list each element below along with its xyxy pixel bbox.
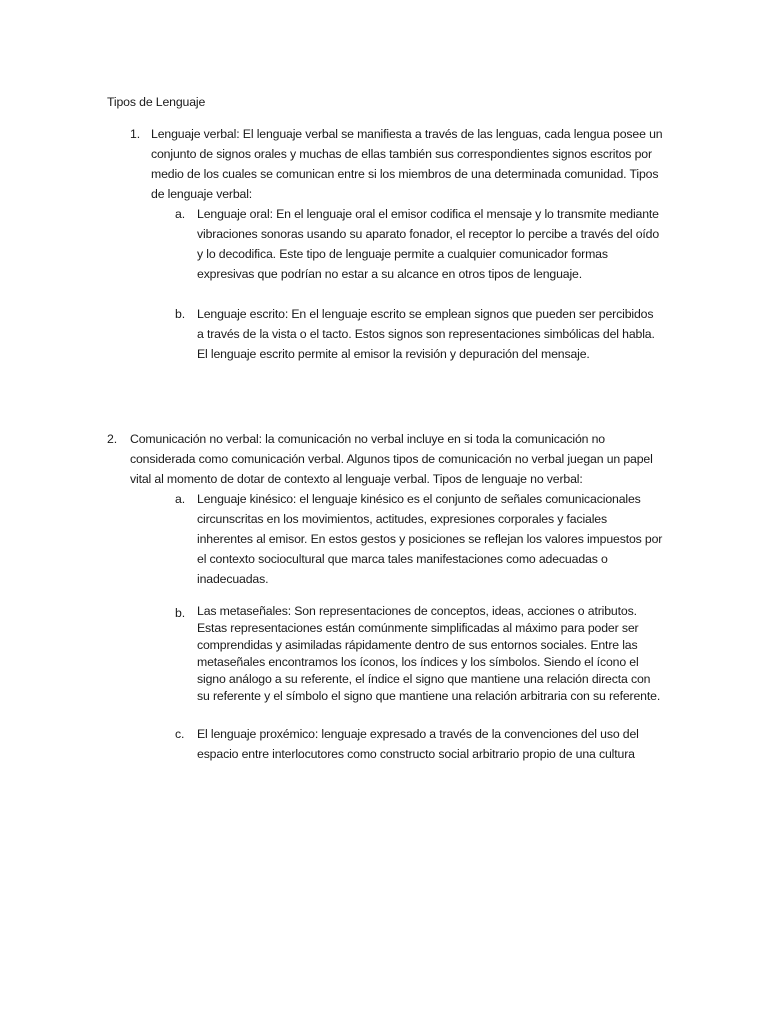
list-item-text: Lenguaje verbal: El lenguaje verbal se manifiesta a través de las lenguas, cada lengua posee un conjunto de signos orales y muchas de ellas también sus correspondientes signos escritos por medio de los cuales se comunican entre si los miembros de una determinada comunidad. Tipos de lenguaje verbal: <box>151 127 663 201</box>
sublist-letter: b. <box>175 606 185 620</box>
list-number: 1. <box>130 127 140 141</box>
sublist-item-text: Lenguaje escrito: En el lenguaje escrito se emplean signos que pueden ser percibidos a través de la vista o el tacto. Estos signos son representaciones simbólicas del habla. El lenguaje escrito permite al emisor la revisión y depuración del mensaje. <box>197 307 655 361</box>
sublist-letter: c. <box>175 727 185 741</box>
document-title: Tipos de Lenguaje <box>107 95 206 109</box>
list-number: 2. <box>107 432 117 446</box>
sublist-letter: b. <box>175 307 185 321</box>
sublist-item-text: Lenguaje oral: En el lenguaje oral el emisor codifica el mensaje y lo transmite mediante vibraciones sonoras usando su aparato fonador, el receptor lo percibe a través del oído y lo decodifica. Este tipo de lenguaje permite a cualquier comunicador formas expresivas que podrían no estar a su alcance en otros tipos de lenguaje. <box>197 207 660 281</box>
sublist-letter: a. <box>175 207 185 221</box>
sublist-item-text: Lenguaje kinésico: el lenguaje kinésico es el conjunto de señales comunicacionales circunscritas en los movimientos, actitudes, expresiones corporales y faciales inherentes al emisor. En estos gestos y posiciones se reflejan los valores impuestos por el contexto sociocultural que marca tales manifestaciones como adecuadas o inadecuadas. <box>197 492 663 586</box>
sublist-item-text: El lenguaje proxémico: lenguaje expresado a través de la convenciones del uso del espacio entre interlocutores como constructo social arbitrario propio de una cultura <box>197 727 639 761</box>
sublist-letter: a. <box>175 492 185 506</box>
sublist-item-text: Las metaseñales: Son representaciones de conceptos, ideas, acciones o atributos. Estas representaciones están comúnmente simplificadas al máximo para poder ser comprendidas y asimiladas rápidamente dentro de sus entornos sociales. Entre las metaseñales encontramos los íconos, los índices y los símbolos. Siendo el ícono el signo análogo a su referente, el índice el signo que mantiene una relación directa con su referente y el símbolo el signo que mantiene una relación arbitraria con su referente. <box>197 604 661 703</box>
list-item-text: Comunicación no verbal: la comunicación no verbal incluye en si toda la comunicación no considerada como comunicación verbal. Algunos tipos de comunicación no verbal juegan un papel vital al momento de dotar de contexto al lenguaje verbal. Tipos de lenguaje no verbal: <box>130 432 653 486</box>
